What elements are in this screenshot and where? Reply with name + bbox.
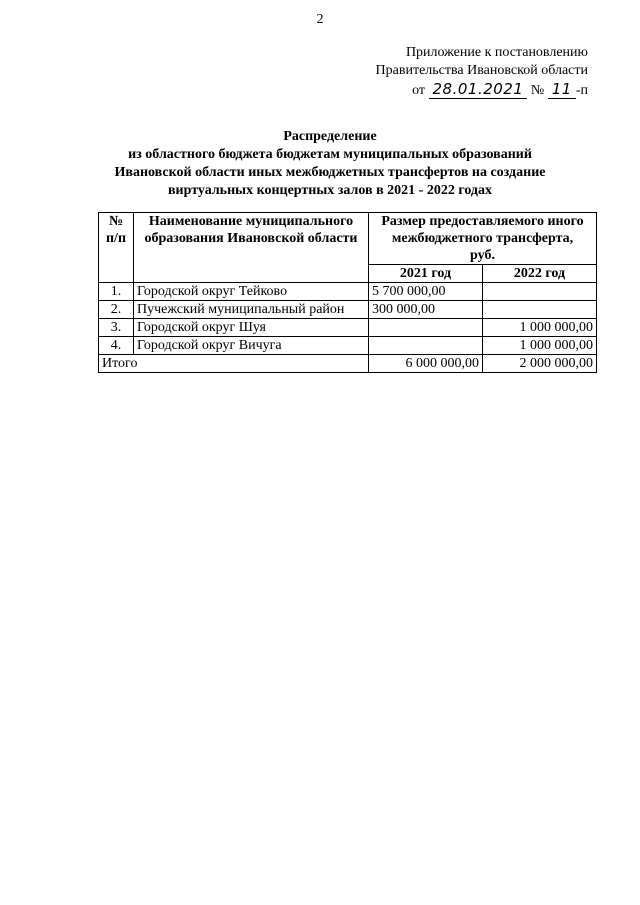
title-line-1: Распределение (283, 129, 377, 144)
header-municipality: Наименование муниципального образования Ивановской области (134, 213, 369, 283)
row-value-2021: 5 700 000,00 (369, 283, 483, 301)
row-municipality: Пучежский муниципальный район (134, 301, 369, 319)
header-number: № п/п (99, 213, 134, 283)
title-line-3: Ивановской области иных межбюджетных трансфертов на создание (114, 165, 546, 180)
appendix-number-suffix: -п (575, 83, 588, 98)
row-municipality: Городской округ Тейково (134, 283, 369, 301)
row-number: 4. (99, 337, 134, 355)
total-label: Итого (99, 355, 369, 373)
row-value-2022: 1 000 000,00 (482, 337, 596, 355)
header-year-2022: 2022 год (482, 265, 596, 283)
total-value-2022: 2 000 000,00 (482, 355, 596, 373)
appendix-date-line (328, 80, 588, 100)
appendix-date: 28.01.2021 (429, 80, 528, 99)
row-value-2022 (482, 283, 596, 301)
table-row (99, 283, 597, 301)
header-transfer-size: Размер предоставляемого иного межбюджетного трансферта, руб. (369, 213, 597, 265)
appendix-line-1: Приложение к постановлению (405, 45, 588, 60)
row-municipality: Городской округ Шуя (134, 319, 369, 337)
appendix-line-2: Правительства Ивановской области (375, 63, 588, 78)
row-value-2021 (369, 319, 483, 337)
row-value-2022 (482, 301, 596, 319)
appendix-number: 11 (548, 80, 576, 99)
row-value-2021: 300 000,00 (369, 301, 483, 319)
total-value-2021: 6 000 000,00 (369, 355, 483, 373)
row-number: 2. (99, 301, 134, 319)
row-value-2021 (369, 337, 483, 355)
total-row (99, 355, 597, 373)
row-number: 1. (99, 283, 134, 301)
header-year-2021: 2021 год (369, 265, 483, 283)
appendix-header (328, 44, 588, 100)
appendix-from-prefix: от (412, 83, 425, 98)
document-title (60, 128, 600, 200)
page-number: 2 (316, 12, 324, 27)
table-row (99, 301, 597, 319)
row-value-2022: 1 000 000,00 (482, 319, 596, 337)
title-line-2: из областного бюджета бюджетам муниципальных образований (128, 147, 532, 162)
row-municipality: Городской округ Вичуга (134, 337, 369, 355)
table-row (99, 337, 597, 355)
title-line-4: виртуальных концертных залов в 2021 - 2022 годах (167, 183, 493, 198)
table-row (99, 319, 597, 337)
distribution-table (98, 212, 597, 373)
row-number: 3. (99, 319, 134, 337)
appendix-number-sign: № (530, 83, 545, 98)
